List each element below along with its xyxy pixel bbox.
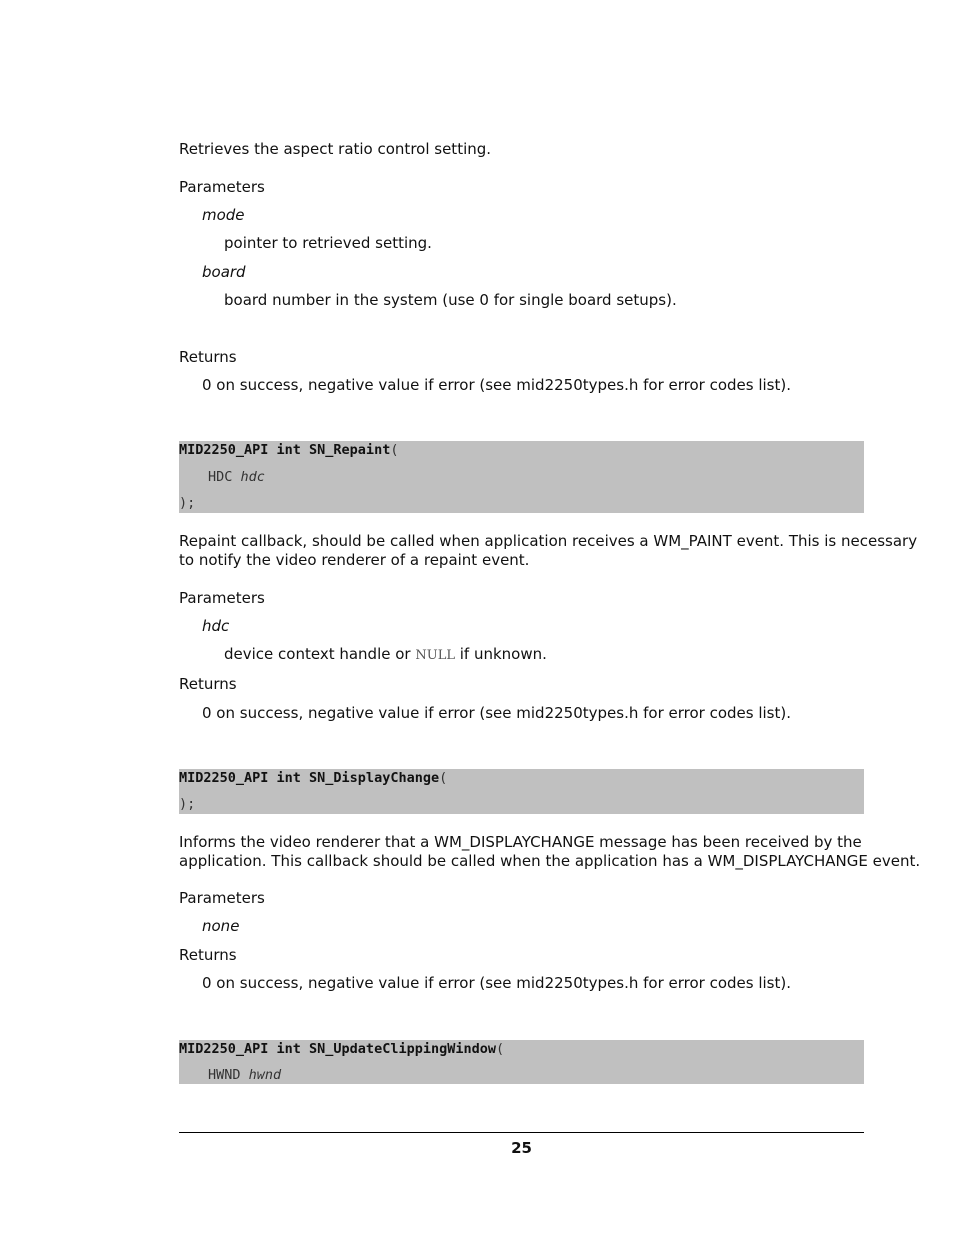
parameters-heading: Parameters [179, 178, 265, 196]
function-signature: MID2250_API int SN_UpdateClippingWindow( [179, 1041, 505, 1057]
returns-heading: Returns [179, 675, 237, 693]
param-description: board number in the system (use 0 for single board setups). [224, 291, 677, 309]
function-argument: HDC hdc [208, 469, 265, 485]
param-name: none [202, 917, 240, 935]
code-block-clipping [179, 1040, 864, 1084]
returns-text: 0 on success, negative value if error (see mid2250types.h for error codes list). [202, 376, 791, 394]
param-name: mode [202, 206, 245, 224]
function-signature: MID2250_API int SN_Repaint( [179, 442, 399, 458]
function-signature: MID2250_API int SN_DisplayChange( [179, 770, 448, 786]
param-description: pointer to retrieved setting. [224, 234, 432, 252]
param-name: board [202, 263, 246, 281]
signature-close: ); [179, 796, 196, 812]
code-block-repaint [179, 441, 864, 513]
footer-rule [179, 1132, 864, 1133]
returns-heading: Returns [179, 946, 237, 964]
function-description: Repaint callback, should be called when application receives a WM_PAINT event. This is necessary [179, 532, 918, 550]
function-description: to notify the video renderer of a repaint event. [179, 551, 530, 569]
function-description: Informs the video renderer that a WM_DISPLAYCHANGE message has been received by the [179, 833, 862, 851]
returns-heading: Returns [179, 348, 237, 366]
signature-close: ); [179, 495, 196, 511]
returns-text: 0 on success, negative value if error (see mid2250types.h for error codes list). [202, 704, 791, 722]
parameters-heading: Parameters [179, 889, 265, 907]
page-number: 25 [511, 1139, 532, 1157]
code-block-displaychange [179, 769, 864, 814]
function-description: application. This callback should be called when the application has a WM_DISPLAYCHANGE event. [179, 852, 921, 870]
parameters-heading: Parameters [179, 589, 265, 607]
function-argument: HWND hwnd [208, 1067, 282, 1083]
returns-text: 0 on success, negative value if error (see mid2250types.h for error codes list). [202, 974, 791, 992]
param-name: hdc [202, 617, 230, 635]
function-description: Retrieves the aspect ratio control setting. [179, 140, 492, 158]
param-description: device context handle or NULL if unknown. [224, 645, 547, 663]
